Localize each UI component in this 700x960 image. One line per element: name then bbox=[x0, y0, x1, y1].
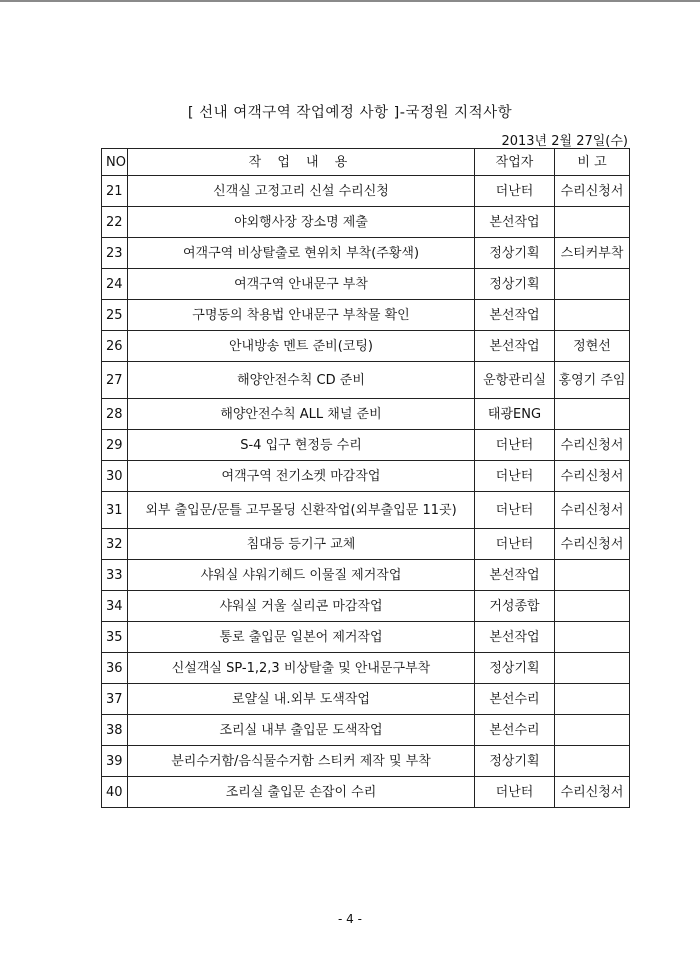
row-task: 통로 출입문 일본어 제거작업 bbox=[128, 622, 475, 653]
row-worker: 본선작업 bbox=[475, 207, 555, 238]
row-no: 32 bbox=[102, 529, 128, 560]
row-no: 35 bbox=[102, 622, 128, 653]
table-row bbox=[102, 300, 630, 331]
row-no: 21 bbox=[102, 176, 128, 207]
row-note bbox=[555, 560, 630, 591]
row-no: 34 bbox=[102, 591, 128, 622]
table-row bbox=[102, 777, 630, 808]
row-worker: 본선작업 bbox=[475, 331, 555, 362]
row-worker: 본선수리 bbox=[475, 715, 555, 746]
row-no: 26 bbox=[102, 331, 128, 362]
row-note bbox=[555, 300, 630, 331]
table-row bbox=[102, 715, 630, 746]
row-no: 40 bbox=[102, 777, 128, 808]
row-worker: 태광ENG bbox=[475, 399, 555, 430]
table-row bbox=[102, 622, 630, 653]
table-row bbox=[102, 746, 630, 777]
row-no: 31 bbox=[102, 492, 128, 529]
header-worker: 작업자 bbox=[475, 149, 555, 176]
row-task: 신설객실 SP-1,2,3 비상탈출 및 안내문구부착 bbox=[128, 653, 475, 684]
row-note bbox=[555, 684, 630, 715]
row-no: 37 bbox=[102, 684, 128, 715]
row-note bbox=[555, 653, 630, 684]
table-row bbox=[102, 176, 630, 207]
row-task: 외부 출입문/문틀 고무몰딩 신환작업(외부출입문 11곳) bbox=[128, 492, 475, 529]
document-date: 2013년 2월 27일(수) bbox=[501, 134, 628, 149]
row-task: 여객구역 전기소켓 마감작업 bbox=[128, 461, 475, 492]
row-no: 29 bbox=[102, 430, 128, 461]
table-row bbox=[102, 207, 630, 238]
table-row bbox=[102, 430, 630, 461]
table-row bbox=[102, 238, 630, 269]
row-task: S-4 입구 현정등 수리 bbox=[128, 430, 475, 461]
table-row bbox=[102, 591, 630, 622]
row-worker: 본선수리 bbox=[475, 684, 555, 715]
row-worker: 정상기획 bbox=[475, 238, 555, 269]
row-worker: 정상기획 bbox=[475, 269, 555, 300]
row-note: 수리신청서 bbox=[555, 176, 630, 207]
row-note: 수리신청서 bbox=[555, 529, 630, 560]
table-body bbox=[102, 176, 630, 808]
header-task: 작 업 내 용 bbox=[128, 149, 475, 176]
table-row bbox=[102, 560, 630, 591]
row-no: 22 bbox=[102, 207, 128, 238]
row-task: 여객구역 비상탈출로 현위치 부착(주황색) bbox=[128, 238, 475, 269]
table-row bbox=[102, 653, 630, 684]
row-task: 조리실 출입문 손잡이 수리 bbox=[128, 777, 475, 808]
table-row bbox=[102, 269, 630, 300]
row-note: 수리신청서 bbox=[555, 461, 630, 492]
table-header-row bbox=[102, 149, 630, 176]
row-worker: 더난터 bbox=[475, 176, 555, 207]
row-task: 침대등 등기구 교체 bbox=[128, 529, 475, 560]
row-note: 수리신청서 bbox=[555, 777, 630, 808]
row-task: 해양안전수칙 CD 준비 bbox=[128, 362, 475, 399]
row-no: 38 bbox=[102, 715, 128, 746]
table-row bbox=[102, 461, 630, 492]
table-row bbox=[102, 529, 630, 560]
row-worker: 본선작업 bbox=[475, 560, 555, 591]
row-worker: 정상기획 bbox=[475, 653, 555, 684]
row-task: 신객실 고정고리 신설 수리신청 bbox=[128, 176, 475, 207]
row-note bbox=[555, 746, 630, 777]
top-border-line bbox=[0, 0, 700, 2]
row-task: 안내방송 멘트 준비(코팅) bbox=[128, 331, 475, 362]
row-note bbox=[555, 399, 630, 430]
row-task: 구명동의 착용법 안내문구 부착물 확인 bbox=[128, 300, 475, 331]
row-task: 조리실 내부 출입문 도색작업 bbox=[128, 715, 475, 746]
row-note: 스티커부착 bbox=[555, 238, 630, 269]
row-note bbox=[555, 591, 630, 622]
row-note: 수리신청서 bbox=[555, 430, 630, 461]
row-no: 27 bbox=[102, 362, 128, 399]
header-no: NO bbox=[102, 149, 128, 176]
table-row bbox=[102, 492, 630, 529]
table-row bbox=[102, 362, 630, 399]
row-worker: 더난터 bbox=[475, 492, 555, 529]
row-worker: 정상기획 bbox=[475, 746, 555, 777]
row-no: 39 bbox=[102, 746, 128, 777]
row-worker: 더난터 bbox=[475, 777, 555, 808]
row-note: 정현선 bbox=[555, 331, 630, 362]
row-worker: 운항관리실 bbox=[475, 362, 555, 399]
row-note: 수리신청서 bbox=[555, 492, 630, 529]
row-no: 33 bbox=[102, 560, 128, 591]
row-task: 샤워실 샤워기헤드 이물질 제거작업 bbox=[128, 560, 475, 591]
table-row bbox=[102, 399, 630, 430]
row-worker: 더난터 bbox=[475, 430, 555, 461]
row-task: 분리수거함/음식물수거함 스티커 제작 및 부착 bbox=[128, 746, 475, 777]
row-note: 홍영기 주임 bbox=[555, 362, 630, 399]
row-worker: 더난터 bbox=[475, 461, 555, 492]
row-task: 야외행사장 장소명 제출 bbox=[128, 207, 475, 238]
row-no: 25 bbox=[102, 300, 128, 331]
row-worker: 본선작업 bbox=[475, 622, 555, 653]
row-note bbox=[555, 269, 630, 300]
row-note bbox=[555, 715, 630, 746]
row-note bbox=[555, 207, 630, 238]
row-task: 로얄실 내.외부 도색작업 bbox=[128, 684, 475, 715]
row-worker: 본선작업 bbox=[475, 300, 555, 331]
row-task: 해양안전수칙 ALL 채널 준비 bbox=[128, 399, 475, 430]
header-note: 비 고 bbox=[555, 149, 630, 176]
row-note bbox=[555, 622, 630, 653]
row-no: 36 bbox=[102, 653, 128, 684]
page-number: - 4 - bbox=[338, 912, 362, 926]
row-no: 28 bbox=[102, 399, 128, 430]
row-worker: 거성종합 bbox=[475, 591, 555, 622]
row-task: 샤워실 거울 실리콘 마감작업 bbox=[128, 591, 475, 622]
work-schedule-table bbox=[101, 148, 630, 808]
row-worker: 더난터 bbox=[475, 529, 555, 560]
row-no: 24 bbox=[102, 269, 128, 300]
table-row bbox=[102, 331, 630, 362]
table-row bbox=[102, 684, 630, 715]
row-no: 30 bbox=[102, 461, 128, 492]
document-title: [ 선내 여객구역 작업예정 사항 ]-국정원 지적사항 bbox=[187, 105, 513, 121]
row-no: 23 bbox=[102, 238, 128, 269]
row-task: 여객구역 안내문구 부착 bbox=[128, 269, 475, 300]
